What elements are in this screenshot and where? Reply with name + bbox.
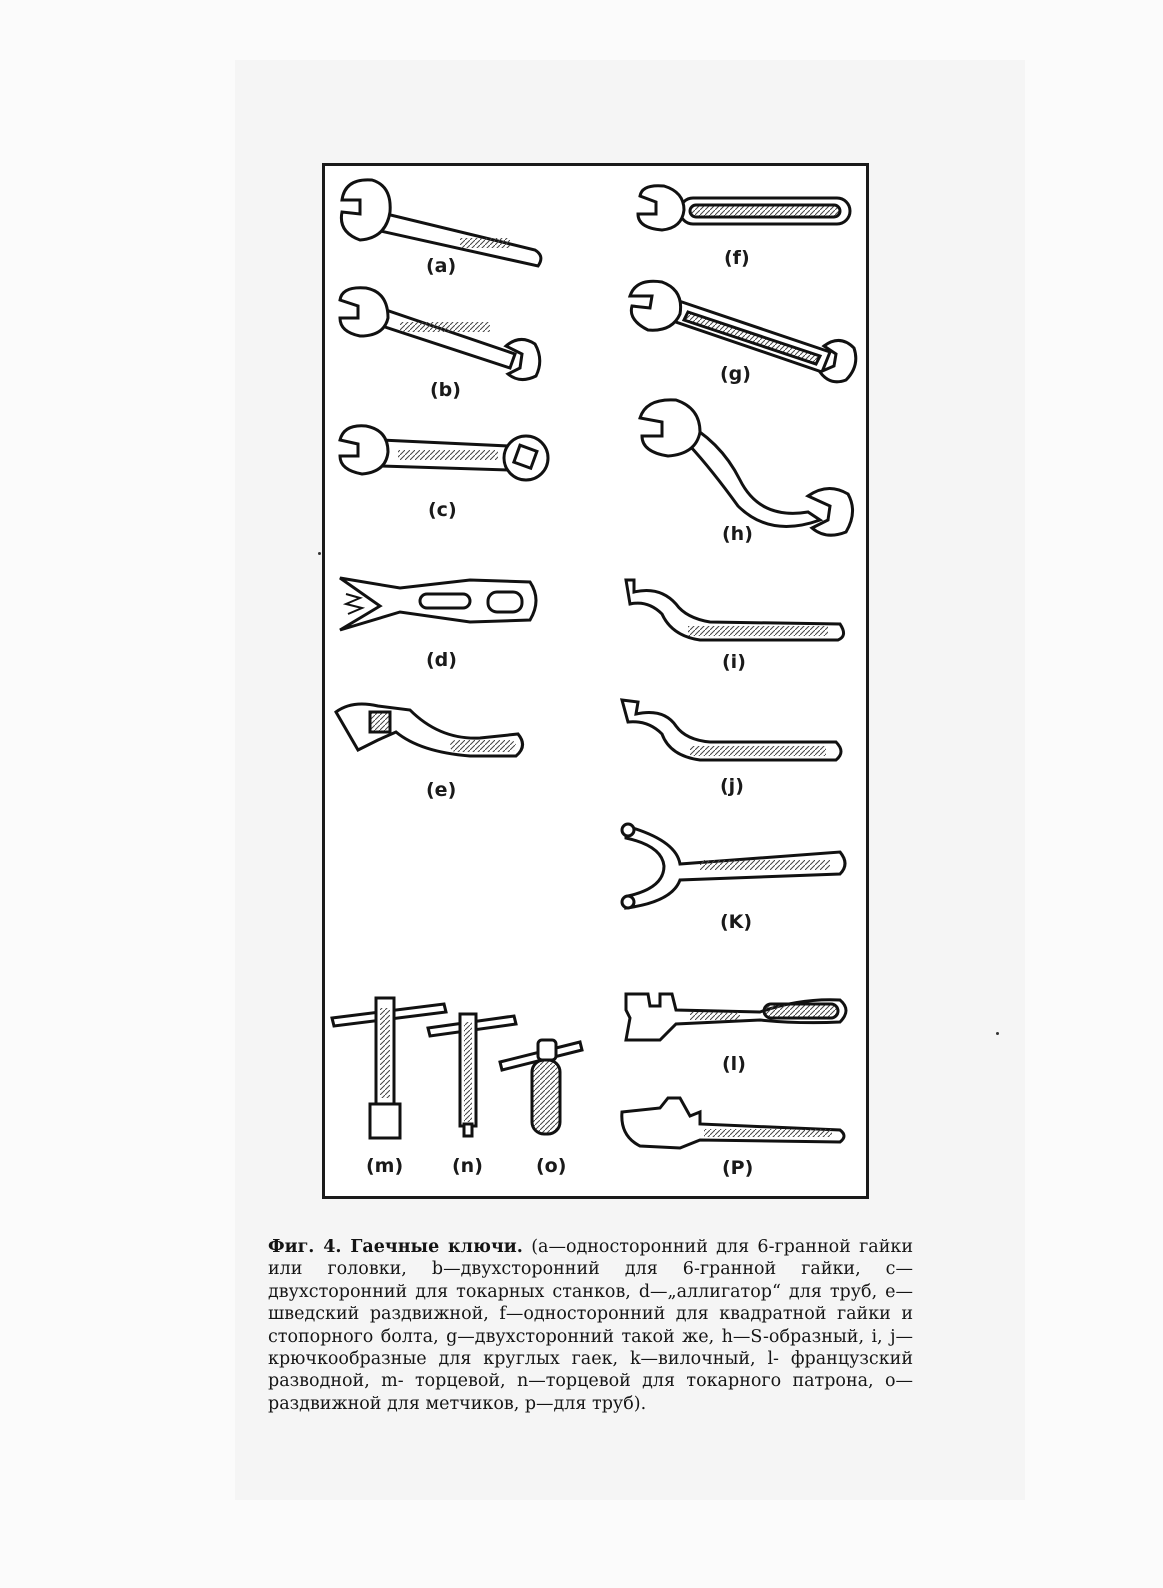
wrench-p-pipe-wrench	[622, 1098, 844, 1148]
label-b: (b)	[430, 379, 461, 401]
wrench-l-french-adjustable	[626, 994, 846, 1040]
wrench-d-alligator	[340, 578, 536, 630]
label-j: (j)	[720, 775, 744, 797]
wrench-e-swedish-adjustable	[336, 704, 523, 756]
wrench-f-square-nut	[638, 186, 850, 230]
wrench-k-fork-spanner	[622, 824, 845, 908]
label-f: (f)	[724, 247, 750, 269]
wrench-a-single-open-end	[341, 180, 540, 266]
figure-caption	[268, 1236, 913, 1415]
print-speck	[996, 1032, 999, 1035]
wrench-i-hook-spanner	[626, 580, 844, 640]
wrench-c-lathe-wrench	[340, 426, 548, 480]
label-h: (h)	[722, 523, 753, 545]
caption-body: (a—односторонний для 6-гранной гайки или головки, b—двухсторонний для 6-гранной гайки, c—двухсторонний для токарных станков, d—„аллигатор“ для труб, e—шведский раздвижной, f—односторонний для квадратной гайки и стопорного болта, g—двухсторонний такой же, h—S-образный, i, j—крючкообразные для круглых гаек, k—вилочный, l- французский разводной, m- торцевой, n—торцевой для токарного патрона, o—раздвижной для метчиков, p—для труб).	[268, 1237, 913, 1414]
wrench-m-t-socket	[332, 998, 446, 1138]
wrench-j-pin-spanner	[622, 700, 841, 760]
wrench-n-chuck-key	[428, 1014, 516, 1136]
label-p: (P)	[722, 1157, 754, 1179]
label-g: (g)	[720, 363, 751, 385]
label-e: (e)	[426, 779, 457, 801]
label-a: (a)	[426, 255, 457, 277]
wrench-h-s-shaped	[640, 400, 853, 535]
label-d: (d)	[426, 649, 457, 671]
label-l: (l)	[722, 1053, 746, 1075]
caption-lead: Фиг. 4. Гаечные ключи.	[268, 1237, 523, 1257]
wrench-o-tap-wrench	[500, 1040, 582, 1134]
print-speck	[318, 552, 321, 555]
label-m: (m)	[366, 1155, 404, 1177]
label-i: (i)	[722, 651, 746, 673]
label-n: (n)	[452, 1155, 483, 1177]
label-k: (K)	[720, 911, 753, 933]
wrench-b-double-open-end	[340, 288, 540, 380]
label-o: (o)	[536, 1155, 567, 1177]
label-c: (c)	[428, 499, 457, 521]
